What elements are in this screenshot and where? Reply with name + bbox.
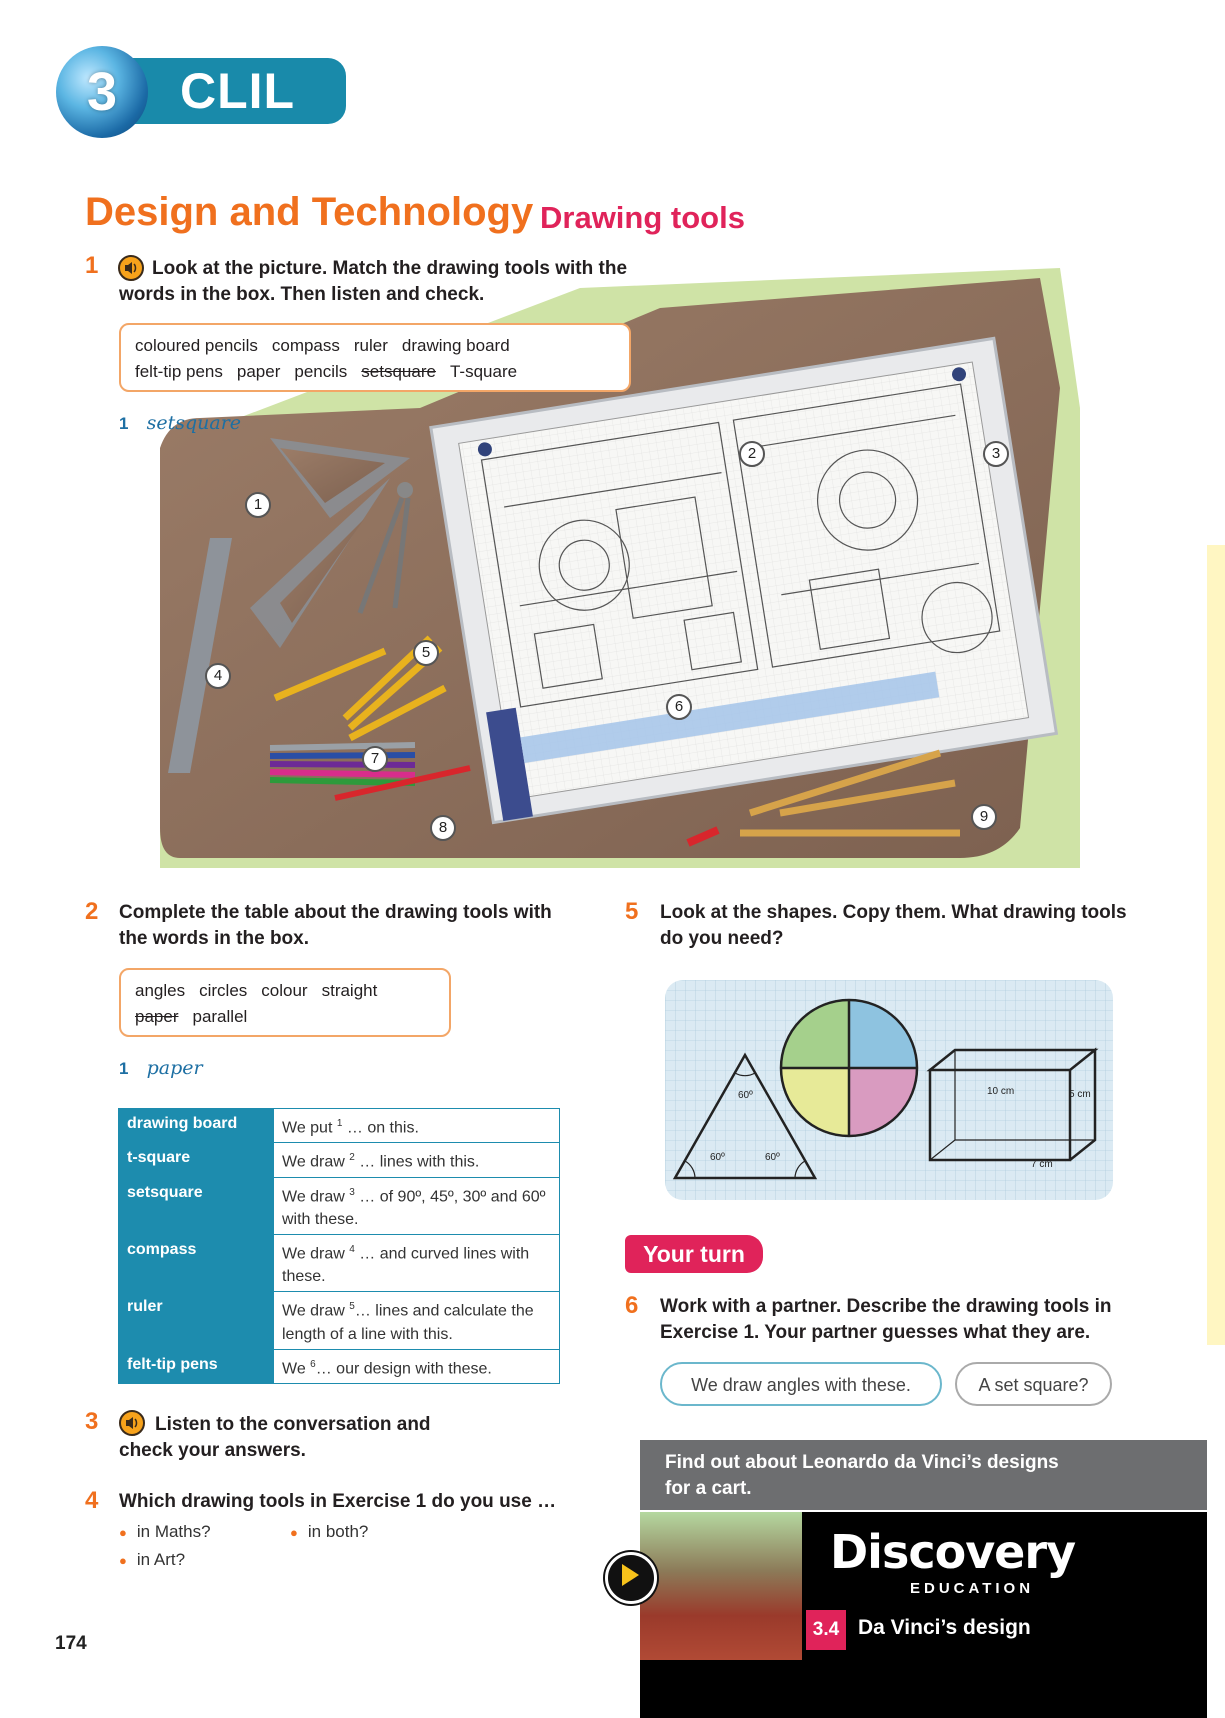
- ex2-instruction-1: Complete the table about the drawing tools with: [119, 902, 552, 923]
- bullet-item: ● in Maths?: [119, 1522, 211, 1542]
- description-cell: We draw $^5$… lines and calculate the length of a line with this.: [274, 1292, 560, 1349]
- tool-cell: felt-tip pens: [119, 1349, 274, 1383]
- word: felt-tip pens: [135, 362, 223, 381]
- page-subtitle: Drawing tools: [540, 200, 745, 235]
- discovery-prompt: Find out about Leonardo da Vinci’s designs for a cart.: [665, 1452, 1059, 1499]
- shapes-grid: [665, 980, 1113, 1200]
- callout-8: 8: [430, 815, 456, 841]
- word: T-square: [449, 362, 518, 381]
- speech-bubble-1: We draw angles with these.: [660, 1362, 942, 1406]
- ex2-instruction-2: the words in the box.: [119, 928, 310, 949]
- table-row: [119, 1177, 560, 1234]
- callout-3: 3: [983, 441, 1009, 467]
- tool-cell: setsquare: [119, 1177, 274, 1234]
- word: parallel: [192, 1007, 248, 1026]
- dim-label-5cm: 5 cm: [1069, 1089, 1091, 1100]
- cart-photo: [640, 1512, 802, 1660]
- word: ruler: [353, 336, 388, 355]
- word: colour: [261, 981, 308, 1000]
- ex2-number: 2: [85, 898, 99, 925]
- video-title: Da Vinci’s design: [858, 1616, 1031, 1639]
- ex5-instruction-2: do you need?: [660, 928, 784, 949]
- tool-cell: drawing board: [119, 1109, 274, 1143]
- word: paper: [236, 362, 281, 381]
- speech-bubble-2: A set square?: [955, 1362, 1112, 1406]
- play-button[interactable]: [605, 1552, 657, 1604]
- ex2-word-box: [119, 968, 451, 1037]
- angle-label-left: 60º: [710, 1152, 725, 1163]
- audio-icon[interactable]: [118, 255, 144, 281]
- word: circles: [199, 981, 248, 1000]
- discovery-logo: Discovery: [830, 1525, 1076, 1579]
- unit-number: 3: [86, 62, 118, 122]
- discovery-edu-label: EDUCATION: [910, 1580, 1035, 1597]
- ex5-instruction-1: Look at the shapes. Copy them. What drawing tools: [660, 902, 1127, 923]
- ex4-number: 4: [85, 1487, 99, 1514]
- word: straight: [321, 981, 378, 1000]
- audio-icon[interactable]: [119, 1410, 145, 1436]
- description-cell: We draw $^2$ … lines with this.: [274, 1143, 560, 1177]
- table-row: [119, 1109, 560, 1143]
- callout-7: 7: [362, 746, 388, 772]
- ex4-instruction: Which drawing tools in Exercise 1 do you use …: [119, 1491, 557, 1512]
- table-row: [119, 1292, 560, 1349]
- description-cell: We draw $^4$ … and curved lines with these.: [274, 1234, 560, 1291]
- ex5-number: 5: [625, 898, 639, 925]
- word-crossed: setsquare: [361, 362, 436, 381]
- bullet-item: ● in Art?: [119, 1550, 185, 1570]
- callout-6: 6: [666, 694, 692, 720]
- callout-9: 9: [971, 804, 997, 830]
- callout-1: 1: [245, 492, 271, 518]
- ex6-number: 6: [625, 1292, 639, 1319]
- word: drawing board: [401, 336, 510, 355]
- table-row: [119, 1349, 560, 1383]
- play-icon: [608, 1555, 648, 1595]
- page-number: 174: [55, 1633, 87, 1654]
- table-row: [119, 1143, 560, 1177]
- callout-2: 2: [739, 441, 765, 467]
- word: angles: [135, 981, 186, 1000]
- ex3-instruction-1: Listen to the conversation and: [155, 1414, 431, 1435]
- table-row: [119, 1234, 560, 1291]
- your-turn-badge: Your turn: [625, 1235, 763, 1273]
- tool-cell: compass: [119, 1234, 274, 1291]
- side-strip: [1207, 545, 1225, 1345]
- callout-4: 4: [205, 663, 231, 689]
- bullet-item: ● in both?: [290, 1522, 368, 1542]
- ex3-number: 3: [85, 1408, 99, 1435]
- page-title: Design and Technology: [85, 190, 534, 234]
- ex1-instruction-1: Look at the picture. Match the drawing tools with the: [152, 258, 628, 279]
- description-cell: We $^6$… our design with these.: [274, 1349, 560, 1383]
- callout-5: 5: [413, 640, 439, 666]
- ex1-word-box: [119, 323, 631, 392]
- video-number-badge: 3.4: [806, 1610, 846, 1650]
- ex1-example: 1 setsquare: [119, 412, 242, 434]
- ex6-instruction-1: Work with a partner. Describe the drawing tools in: [660, 1296, 1112, 1317]
- unit-title: CLIL: [180, 63, 296, 119]
- ex2-example: 1 paper: [119, 1057, 203, 1079]
- angle-label-right: 60º: [765, 1152, 780, 1163]
- angle-label-top: 60º: [738, 1090, 753, 1101]
- dim-label-10cm: 10 cm: [987, 1086, 1015, 1097]
- ex3-instruction-2: check your answers.: [119, 1440, 306, 1461]
- description-cell: We draw $^3$ … of 90º, 45º, 30º and 60º with these.: [274, 1177, 560, 1234]
- ex6-instruction-2: Exercise 1. Your partner guesses what they are.: [660, 1322, 1091, 1343]
- word: pencils: [294, 362, 348, 381]
- ex1-number: 1: [85, 252, 99, 279]
- dim-label-7cm: 7 cm: [1031, 1159, 1053, 1170]
- description-cell: We put $^1$ … on this.: [274, 1109, 560, 1143]
- tool-cell: ruler: [119, 1292, 274, 1349]
- tool-cell: t-square: [119, 1143, 274, 1177]
- word: compass: [271, 336, 340, 355]
- drawing-tools-table: [118, 1108, 560, 1384]
- word: coloured pencils: [135, 336, 258, 355]
- ex1-instruction-2: words in the box. Then listen and check.: [119, 284, 485, 305]
- word-crossed: paper: [135, 1007, 179, 1026]
